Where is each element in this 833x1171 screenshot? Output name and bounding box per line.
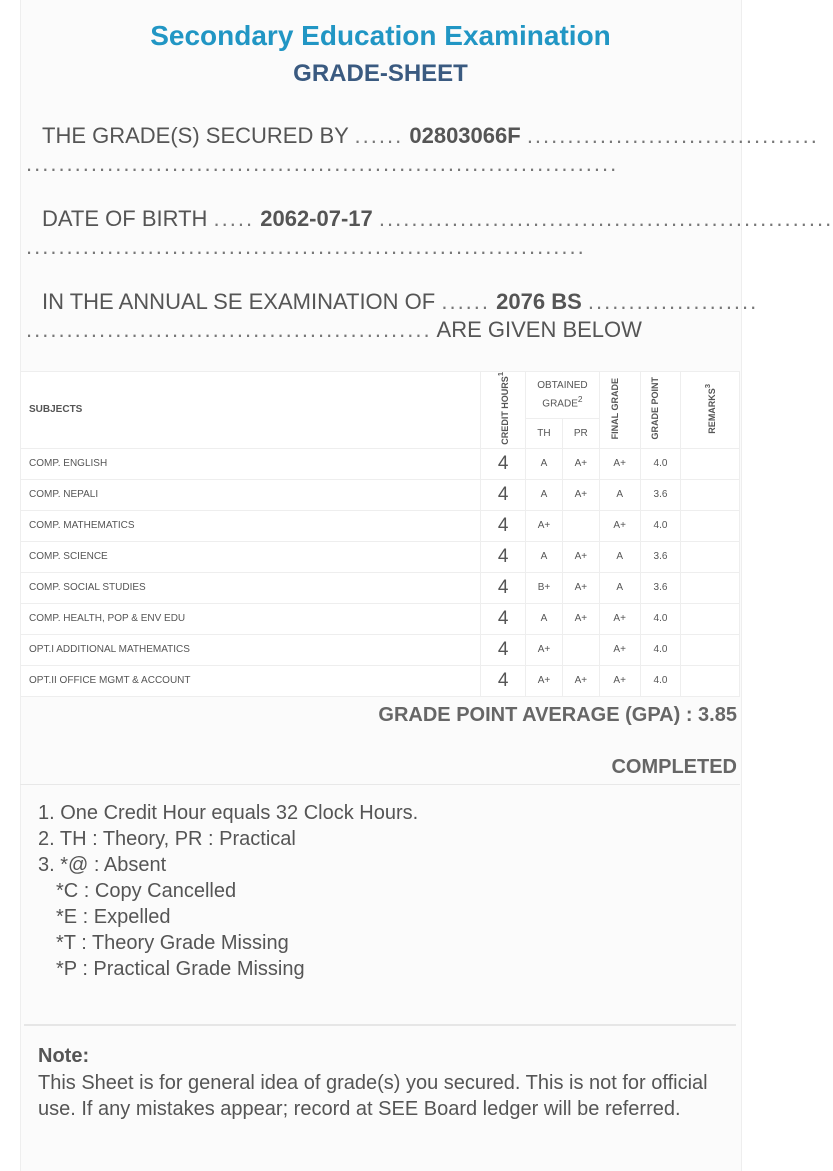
date-of-birth: 2062-07-17 [260, 206, 373, 231]
subject-cell: OPT.I ADDITIONAL MATHEMATICS [21, 634, 481, 665]
dot-leader: ........................................................ [378, 206, 833, 231]
subject-cell: COMP. SOCIAL STUDIES [21, 572, 481, 603]
grade-point-cell: 4.0 [640, 448, 681, 479]
given-below-label: ARE GIVEN BELOW [436, 317, 642, 342]
pr-grade-cell: A+ [562, 448, 599, 479]
credit-hours-cell: 4 [481, 541, 526, 572]
remarks-cell [681, 634, 740, 665]
dot-leader: .................................... [526, 123, 819, 148]
footnote-item: *P : Practical Grade Missing [56, 958, 305, 980]
pr-grade-cell [562, 510, 599, 541]
dob-line [26, 205, 833, 233]
dot-leader-line: ......................................................................... [26, 151, 619, 176]
note-title: Note: [38, 1045, 90, 1067]
th-grade-cell: A [526, 448, 563, 479]
th-grade-cell: A [526, 603, 563, 634]
grade-point-cell: 3.6 [640, 572, 681, 603]
table-row [21, 572, 740, 603]
grades-table [20, 371, 740, 697]
credit-hours-cell: 4 [481, 572, 526, 603]
credit-hours-label [496, 372, 510, 445]
credit-hours-cell: 4 [481, 634, 526, 665]
subjects-header: SUBJECTS [21, 372, 481, 449]
subject-cell: COMP. SCIENCE [21, 541, 481, 572]
th-grade-cell: A [526, 479, 563, 510]
dot-leader: ..................... [587, 289, 759, 314]
final-grade-cell: A [599, 479, 640, 510]
subject-cell: COMP. MATHEMATICS [21, 510, 481, 541]
subject-cell: OPT.II OFFICE MGMT & ACCOUNT [21, 665, 481, 696]
grade-point-cell: 4.0 [640, 665, 681, 696]
result-status: COMPLETED [611, 756, 737, 778]
remarks-cell [681, 603, 740, 634]
footnote-item: 1. One Credit Hour equals 32 Clock Hours. [38, 802, 419, 824]
pr-grade-cell: A+ [562, 665, 599, 696]
remarks-cell [681, 541, 740, 572]
final-grade-cell: A+ [599, 665, 640, 696]
th-grade-cell: A+ [526, 665, 563, 696]
grade-point-cell: 4.0 [640, 634, 681, 665]
secured-by-line [26, 122, 819, 150]
dot-leader: ...... [354, 123, 404, 148]
final-grade-header [599, 372, 640, 449]
remarks-cell [681, 665, 740, 696]
dot-leader-line: ..................................................................... [26, 234, 586, 259]
table-row [21, 665, 740, 696]
divider [24, 1024, 736, 1026]
credit-hours-cell: 4 [481, 479, 526, 510]
obtained-grade-header [526, 372, 600, 419]
subject-cell: COMP. ENGLISH [21, 448, 481, 479]
th-grade-cell: A [526, 541, 563, 572]
final-grade-cell: A+ [599, 510, 640, 541]
exam-line [26, 288, 759, 316]
final-grade-cell: A [599, 541, 640, 572]
table-row [21, 510, 740, 541]
pr-header: PR [562, 418, 599, 448]
final-grade-cell: A+ [599, 634, 640, 665]
page-subtitle: GRADE-SHEET [293, 60, 468, 87]
credit-hours-header [481, 372, 526, 449]
pr-grade-cell: A+ [562, 479, 599, 510]
final-grade-cell: A+ [599, 603, 640, 634]
obtained-label: OBTAINED [537, 380, 588, 392]
credit-hours-sup: 1 [496, 372, 506, 377]
grade-point-cell: 3.6 [640, 479, 681, 510]
grade-point-cell: 4.0 [640, 603, 681, 634]
credit-hours-cell: 4 [481, 603, 526, 634]
th-header: TH [526, 418, 563, 448]
final-grade-label: FINAL GRADE [609, 377, 620, 440]
credit-hours-cell: 4 [481, 665, 526, 696]
dot-leader: ...... [441, 289, 491, 314]
exam-year: 2076 BS [496, 289, 582, 314]
table-header-row [21, 372, 740, 419]
footnote-item: 2. TH : Theory, PR : Practical [38, 828, 296, 850]
pr-grade-cell [562, 634, 599, 665]
remarks-sup: 3 [703, 383, 713, 388]
table-row [21, 541, 740, 572]
note-text: This Sheet is for general idea of grade(s) you secured. This is not for official use. If any mistakes appear; record at SEE Board ledger will be referred. [38, 1072, 708, 1120]
table-row [21, 603, 740, 634]
credit-hours-cell: 4 [481, 448, 526, 479]
th-grade-cell: A+ [526, 510, 563, 541]
remarks-cell [681, 448, 740, 479]
remarks-header [681, 372, 740, 449]
remarks-cell [681, 510, 740, 541]
grade-point-header [640, 372, 681, 449]
pr-grade-cell: A+ [562, 603, 599, 634]
final-grade-cell: A+ [599, 448, 640, 479]
dot-leader: ..... [213, 206, 255, 231]
dob-label: DATE OF BIRTH [42, 206, 208, 231]
remarks-text: REMARKS [707, 387, 718, 434]
grade-point-cell: 3.6 [640, 541, 681, 572]
grade-text: GRADE [542, 398, 578, 410]
table-row [21, 448, 740, 479]
remarks-cell [681, 479, 740, 510]
footnote-item: *E : Expelled [56, 906, 171, 928]
exam-label: IN THE ANNUAL SE EXAMINATION OF [42, 289, 436, 314]
grade-sup: 2 [577, 394, 583, 405]
exam-line-2 [26, 316, 738, 344]
secured-by-label: THE GRADE(S) SECURED BY [42, 123, 349, 148]
table-row [21, 479, 740, 510]
th-grade-cell: A+ [526, 634, 563, 665]
divider [20, 784, 740, 785]
table-row [21, 634, 740, 665]
subject-cell: COMP. HEALTH, POP & ENV EDU [21, 603, 481, 634]
footnotes [38, 800, 728, 982]
remarks-label [703, 384, 717, 434]
grade-point-cell: 4.0 [640, 510, 681, 541]
footnote-item: *T : Theory Grade Missing [56, 932, 289, 954]
gpa-summary: GRADE POINT AVERAGE (GPA) : 3.85 [378, 704, 737, 726]
remarks-cell [681, 572, 740, 603]
grade-point-label: GRADE POINT [650, 377, 661, 440]
subject-cell: COMP. NEPALI [21, 479, 481, 510]
credit-hours-text: CREDIT HOURS [500, 376, 511, 445]
credit-hours-cell: 4 [481, 510, 526, 541]
pr-grade-cell: A+ [562, 541, 599, 572]
final-grade-cell: A [599, 572, 640, 603]
footnote-item: *C : Copy Cancelled [56, 880, 237, 902]
dot-leader: .................................................. [26, 317, 432, 342]
pr-grade-cell: A+ [562, 572, 599, 603]
th-grade-cell: B+ [526, 572, 563, 603]
footnote-item: 3. *@ : Absent [38, 854, 167, 876]
grade-label [526, 394, 599, 409]
symbol-number: 02803066F [409, 123, 521, 148]
page-title: Secondary Education Examination [150, 20, 611, 51]
